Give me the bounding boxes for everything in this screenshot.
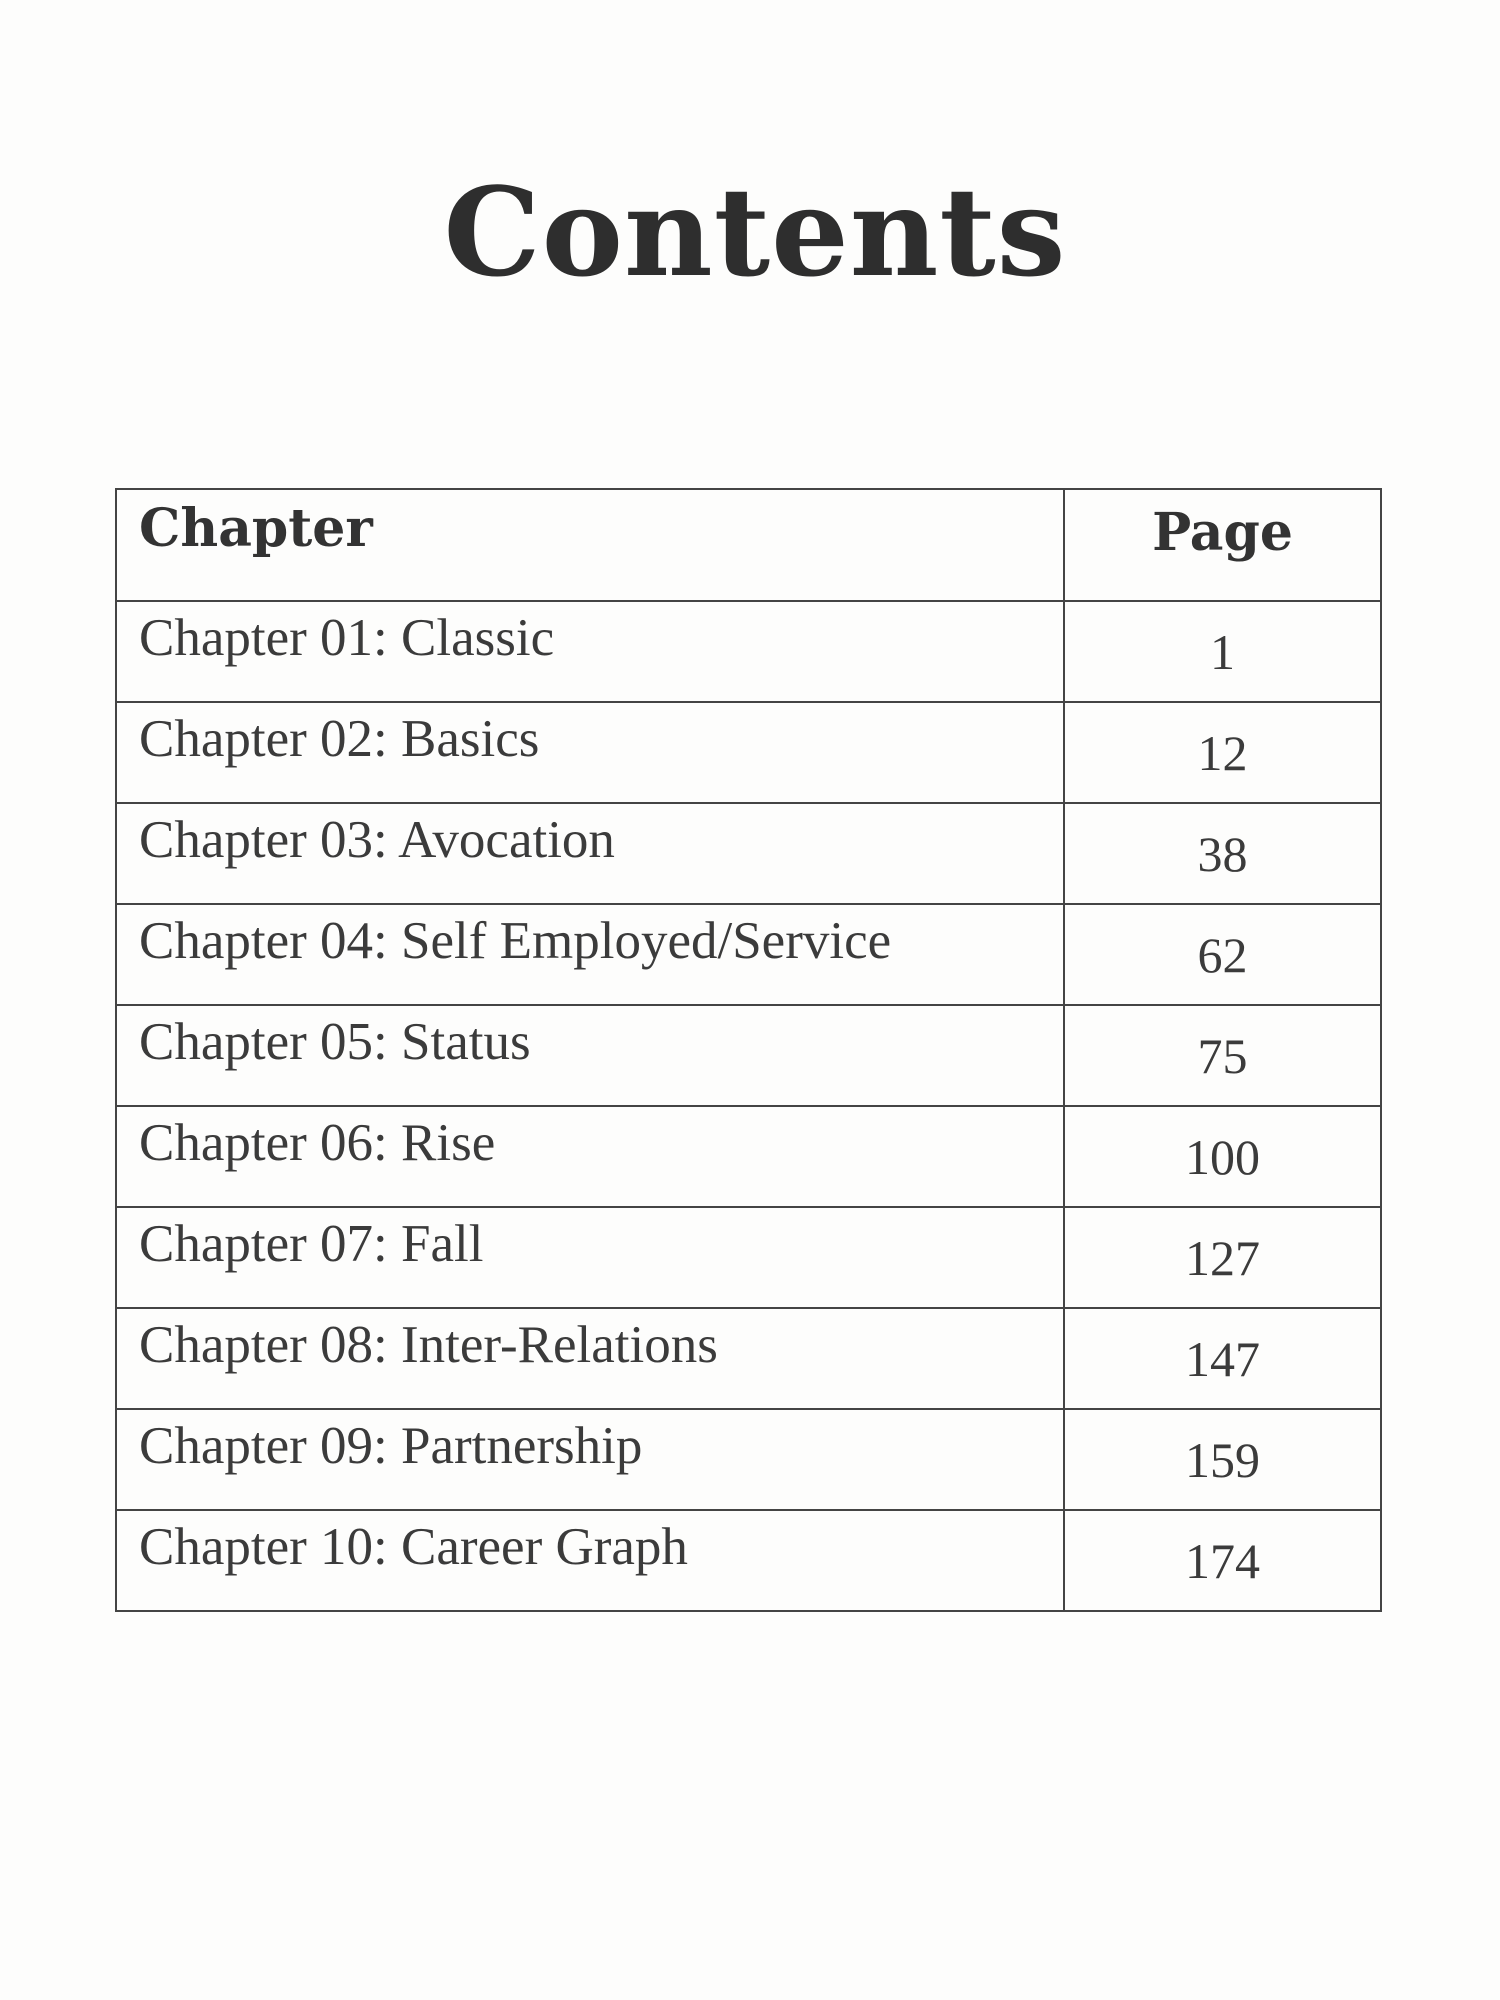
chapter-title: Chapter 05: Status: [116, 1005, 1064, 1106]
chapter-title: Chapter 07: Fall: [116, 1207, 1064, 1308]
table-row: [116, 702, 1381, 803]
table-row: [116, 803, 1381, 904]
page-number: 100: [1064, 1106, 1381, 1207]
page-number: 127: [1064, 1207, 1381, 1308]
page-number: 1: [1064, 601, 1381, 702]
page-number: 147: [1064, 1308, 1381, 1409]
chapter-title: Chapter 04: Self Employed/Service: [116, 904, 1064, 1005]
chapter-title: Chapter 02: Basics: [116, 702, 1064, 803]
table-row: [116, 1106, 1381, 1207]
column-header-page: Page: [1064, 489, 1381, 601]
chapter-title: Chapter 09: Partnership: [116, 1409, 1064, 1510]
chapter-title: Chapter 06: Rise: [116, 1106, 1064, 1207]
chapter-title: Chapter 01: Classic: [116, 601, 1064, 702]
table-row: [116, 1510, 1381, 1611]
page-number: 38: [1064, 803, 1381, 904]
page-number: 12: [1064, 702, 1381, 803]
chapter-title: Chapter 03: Avocation: [116, 803, 1064, 904]
table-row: [116, 904, 1381, 1005]
chapter-title: Chapter 10: Career Graph: [116, 1510, 1064, 1611]
table-row: [116, 1308, 1381, 1409]
table-row: [116, 601, 1381, 702]
page-number: 174: [1064, 1510, 1381, 1611]
page-number: 75: [1064, 1005, 1381, 1106]
page-number: 159: [1064, 1409, 1381, 1510]
column-header-chapter: Chapter: [116, 489, 1064, 601]
page-number: 62: [1064, 904, 1381, 1005]
table-header-row: [116, 489, 1381, 601]
table-row: [116, 1005, 1381, 1106]
chapter-title: Chapter 08: Inter-Relations: [116, 1308, 1064, 1409]
contents-table: [115, 488, 1382, 1612]
table-row: [116, 1207, 1381, 1308]
table-row: [116, 1409, 1381, 1510]
page-title: Contents: [443, 160, 1067, 304]
